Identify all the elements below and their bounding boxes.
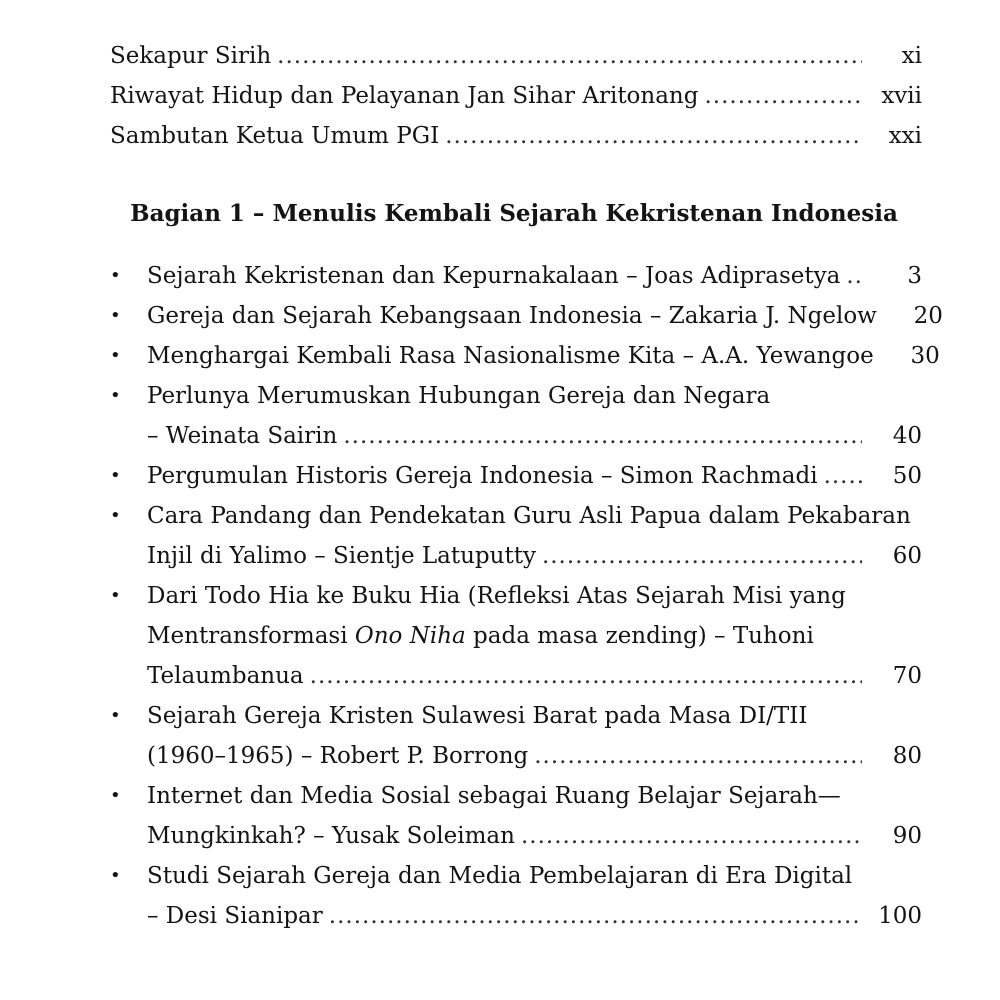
bullet-icon: • (110, 585, 121, 606)
toc-entry (110, 296, 943, 336)
toc-title-line: Perlunya Merumuskan Hubungan Gereja dan Negara (147, 383, 771, 409)
toc-title: Mungkinkah? – Yusak Soleiman (147, 823, 515, 849)
section-entries (110, 256, 943, 936)
toc-title: (1960–1965) – Robert P. Borrong (147, 743, 529, 769)
toc-entry (110, 336, 940, 376)
toc-page-number: xxi (888, 123, 922, 149)
dot-leader (521, 816, 862, 856)
toc-title-italic: Ono Niha (354, 623, 466, 649)
dot-leader (343, 416, 862, 456)
toc-row (147, 736, 922, 776)
toc-row (147, 896, 922, 936)
toc-entry (110, 576, 922, 696)
toc-page-number: 3 (907, 263, 922, 289)
toc-row (147, 816, 922, 856)
toc-title: Sekapur Sirih (110, 43, 272, 69)
toc-page-number: 60 (892, 543, 922, 569)
bullet-icon: • (110, 305, 121, 326)
dot-leader (329, 896, 862, 936)
dot-leader (846, 256, 862, 296)
toc-page-number: 20 (913, 303, 943, 329)
toc-title: – Weinata Sairin (147, 423, 338, 449)
toc-page-number: xvii (881, 83, 922, 109)
bullet-icon: • (110, 785, 121, 806)
section-heading (0, 196, 1000, 232)
toc-row (110, 76, 922, 116)
toc-entry (110, 376, 922, 456)
front-matter-list (110, 36, 922, 156)
toc-row (147, 296, 943, 336)
toc-title-text: Mentransformasi (147, 623, 355, 649)
bullet-icon: • (110, 465, 121, 486)
toc-row (147, 416, 922, 456)
toc-page-number: 30 (910, 343, 940, 369)
dot-leader (824, 456, 862, 496)
dot-leader (704, 76, 862, 116)
toc-title: – Desi Sianipar (147, 903, 323, 929)
toc-title: Riwayat Hidup dan Pelayanan Jan Sihar Aritonang (110, 83, 699, 109)
toc-page-number: 40 (892, 423, 922, 449)
toc-title-line: Sejarah Gereja Kristen Sulawesi Barat pada Masa DI/TII (147, 703, 808, 729)
toc-page-number: 70 (892, 663, 922, 689)
toc-title-line: Studi Sejarah Gereja dan Media Pembelajaran di Era Digital (147, 863, 853, 889)
toc-title: Menghargai Kembali Rasa Nasionalisme Kita – A.A. Yewangoe (147, 343, 874, 369)
toc-title: Sambutan Ketua Umum PGI (110, 123, 440, 149)
toc-entry (110, 496, 922, 576)
bullet-icon: • (110, 385, 121, 406)
toc-title-line: Dari Todo Hia ke Buku Hia (Refleksi Atas Sejarah Misi yang (147, 583, 846, 609)
toc-entry (110, 776, 922, 856)
toc-entry (110, 696, 922, 776)
toc-title: Telaumbanua (147, 663, 304, 689)
toc-page-number: 80 (892, 743, 922, 769)
toc-row (110, 36, 922, 76)
toc-page-number: 100 (878, 903, 922, 929)
toc-entry (110, 856, 922, 936)
toc-row (147, 456, 922, 496)
toc-row (110, 116, 922, 156)
toc-row (147, 256, 922, 296)
dot-leader (542, 536, 862, 576)
toc-page-number: 50 (892, 463, 922, 489)
toc-row (147, 656, 922, 696)
bullet-icon: • (110, 505, 121, 526)
toc-title-line: Internet dan Media Sosial sebagai Ruang Belajar Sejarah— (147, 783, 841, 809)
bullet-icon: • (110, 705, 121, 726)
toc-page-number: 90 (892, 823, 922, 849)
dot-leader (534, 736, 862, 776)
bullet-icon: • (110, 265, 121, 286)
toc-title-line: Cara Pandang dan Pendekatan Guru Asli Papua dalam Pekabaran (147, 503, 911, 529)
toc-title-line (147, 616, 922, 656)
section-heading-text: Bagian 1 – Menulis Kembali Sejarah Kekristenan Indonesia (130, 200, 898, 227)
toc-entry (110, 456, 922, 496)
dot-leader (277, 36, 862, 76)
bullet-icon: • (110, 865, 121, 886)
toc-row (147, 536, 922, 576)
toc-title: Gereja dan Sejarah Kebangsaan Indonesia – Zakaria J. Ngelow (147, 303, 877, 329)
bullet-icon: • (110, 345, 121, 366)
toc-title: Sejarah Kekristenan dan Kepurnakalaan – Joas Adiprasetya (147, 263, 841, 289)
dot-leader (445, 116, 862, 156)
dot-leader (310, 656, 862, 696)
toc-row (147, 336, 940, 376)
toc-title: Injil di Yalimo – Sientje Latuputty (147, 543, 536, 569)
toc-title: Pergumulan Historis Gereja Indonesia – Simon Rachmadi (147, 463, 818, 489)
toc-title-text: pada masa zending) – Tuhoni (465, 623, 814, 649)
toc-page-number: xi (901, 43, 922, 69)
toc-entry (110, 256, 922, 296)
